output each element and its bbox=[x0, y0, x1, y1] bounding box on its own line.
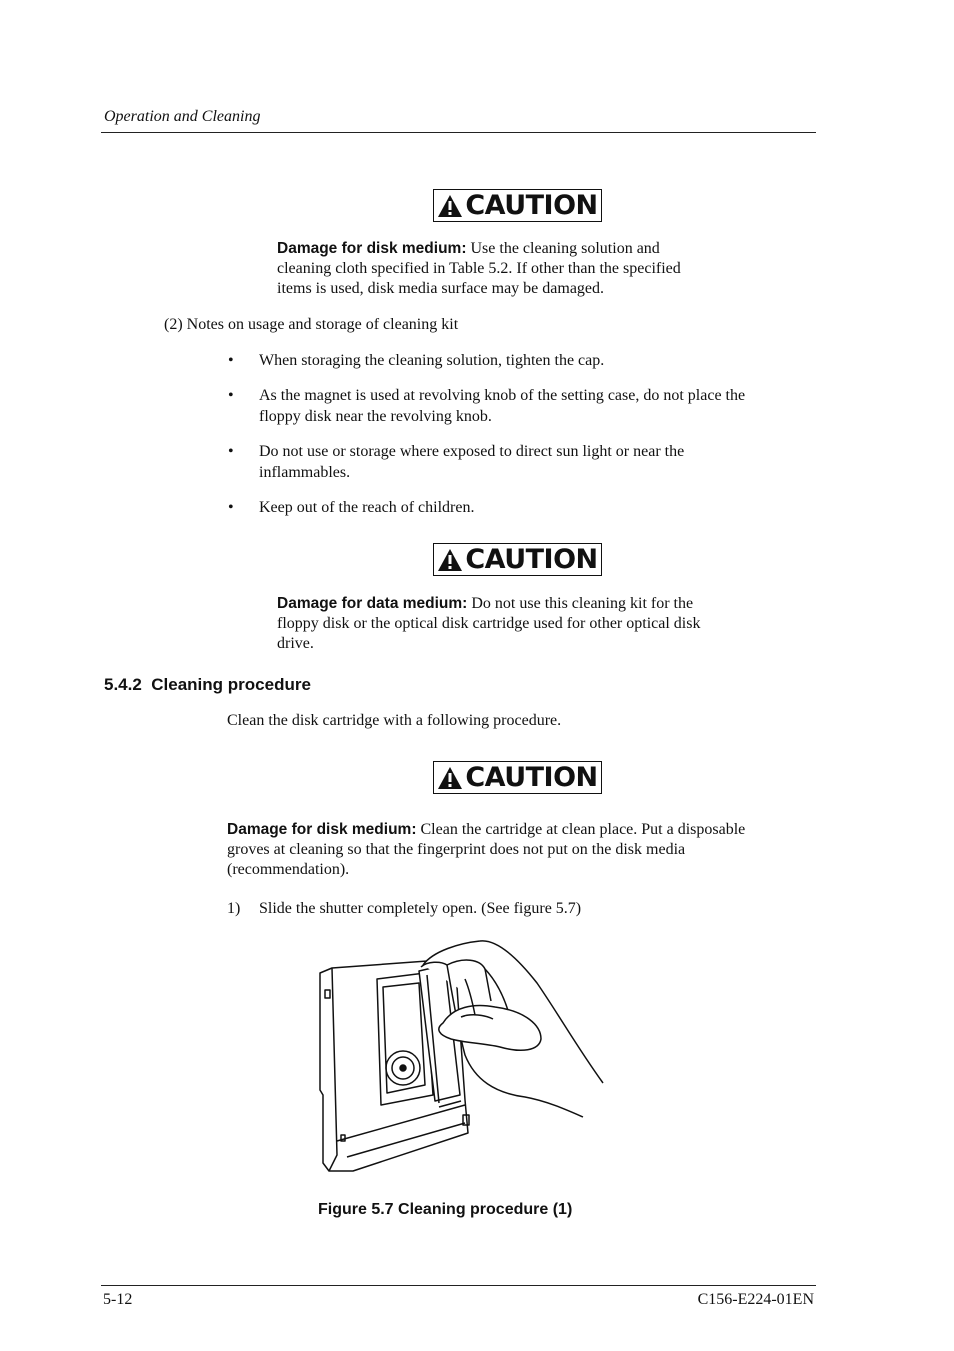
list-item-text: Do not use or storage where exposed to direct sun light or near the bbox=[259, 443, 685, 460]
bullet-icon: • bbox=[228, 352, 234, 369]
list-item-text: As the magnet is used at revolving knob of the setting case, do not place the bbox=[259, 387, 746, 404]
section-title: Cleaning procedure bbox=[151, 675, 311, 694]
caution-banner bbox=[433, 543, 602, 576]
caution-label: CAUTION bbox=[465, 190, 598, 221]
caution-line: Do not use this cleaning kit for the bbox=[467, 595, 694, 612]
list-item-text: Keep out of the reach of children. bbox=[259, 499, 475, 516]
caution-line: drive. bbox=[277, 635, 314, 652]
warning-triangle-icon bbox=[437, 194, 463, 218]
section-number: 5.4.2 bbox=[104, 675, 142, 694]
caution-text-3 bbox=[227, 820, 827, 880]
caution-banner bbox=[433, 761, 602, 794]
warning-triangle-icon bbox=[437, 766, 463, 790]
caution-text-1 bbox=[277, 239, 777, 299]
bullet-icon: • bbox=[228, 387, 234, 404]
list-item-text: When storaging the cleaning solution, tighten the cap. bbox=[259, 352, 605, 369]
list-item bbox=[228, 497, 819, 518]
list-item bbox=[228, 350, 819, 371]
caution-label: CAUTION bbox=[465, 544, 598, 575]
caution-line: (recommendation). bbox=[227, 861, 350, 878]
caution-line: items is used, disk media surface may be damaged. bbox=[277, 280, 605, 297]
caution-lead: Damage for data medium: bbox=[277, 595, 468, 612]
page-number: 5-12 bbox=[103, 1291, 133, 1308]
caution-label: CAUTION bbox=[465, 762, 598, 793]
section-heading bbox=[104, 675, 311, 695]
footer-rule bbox=[101, 1285, 816, 1286]
bullet-icon: • bbox=[228, 499, 234, 516]
caution-text-2 bbox=[277, 594, 777, 654]
step-text: Slide the shutter completely open. (See figure 5.7) bbox=[259, 900, 582, 917]
caution-line: Clean the cartridge at clean place. Put a disposable bbox=[416, 821, 746, 838]
list-item bbox=[228, 385, 819, 427]
list-item bbox=[228, 441, 819, 483]
caution-line: cleaning cloth specified in Table 5.2. If other than the specified bbox=[277, 260, 681, 277]
header-rule bbox=[101, 132, 816, 133]
caution-lead: Damage for disk medium: bbox=[227, 821, 417, 838]
caution-line: floppy disk or the optical disk cartridge used for other optical disk bbox=[277, 615, 701, 632]
bullet-icon: • bbox=[228, 443, 234, 460]
document-id: C156-E224-01EN bbox=[697, 1291, 814, 1308]
warning-triangle-icon bbox=[437, 548, 463, 572]
caution-line: groves at cleaning so that the fingerprint does not put on the disk media bbox=[227, 841, 686, 858]
notes-heading: (2) Notes on usage and storage of cleaning kit bbox=[164, 316, 459, 333]
step-number: 1) bbox=[227, 900, 241, 917]
intro-text: Clean the disk cartridge with a following procedure. bbox=[227, 712, 562, 729]
list-item-text: inflammables. bbox=[259, 464, 351, 481]
caution-line: Use the cleaning solution and bbox=[466, 240, 660, 257]
caution-lead: Damage for disk medium: bbox=[277, 240, 467, 257]
caution-banner bbox=[433, 189, 602, 222]
figure-caption: Figure 5.7 Cleaning procedure (1) bbox=[318, 1201, 573, 1218]
cartridge-cleaning-illustration bbox=[315, 935, 615, 1180]
list-item-text: floppy disk near the revolving knob. bbox=[259, 408, 492, 425]
running-header: Operation and Cleaning bbox=[104, 108, 261, 125]
